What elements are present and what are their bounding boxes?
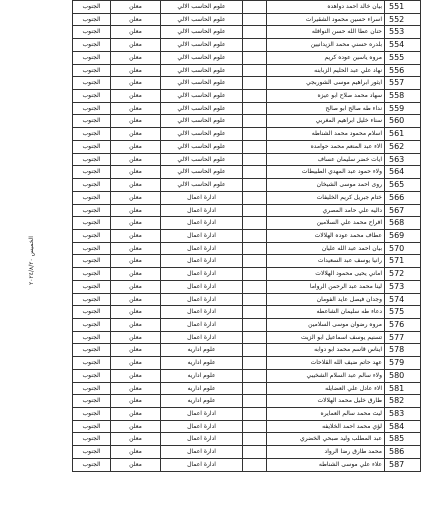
status-cell: معلن — [111, 370, 161, 383]
table-row — [73, 281, 421, 294]
number-cell: 587 — [385, 459, 421, 472]
major-cell: ادارة اعمال — [161, 446, 243, 459]
blank-cell — [243, 294, 267, 307]
number-cell: 574 — [385, 294, 421, 307]
number-cell: 585 — [385, 433, 421, 446]
status-cell: معلن — [111, 433, 161, 446]
number-cell: 580 — [385, 370, 421, 383]
name-cell: علاء علي موسى الشناطه — [267, 459, 385, 472]
major-cell: علوم الحاسب الالي — [161, 115, 243, 128]
name-cell: بيان احمد عبد الله عليان — [267, 243, 385, 256]
name-cell: سهاد محمد صلاح ابو عيزه — [267, 90, 385, 103]
name-cell: دعاء طه سليمان الشاعطه — [267, 306, 385, 319]
region-cell: الجنوب — [73, 383, 111, 396]
name-cell: مروه ياسين عوده كريم — [267, 52, 385, 65]
table-row — [73, 205, 421, 218]
status-cell: معلن — [111, 230, 161, 243]
major-cell: علوم الحاسب الالي — [161, 179, 243, 192]
name-cell: بلدره حسني محمد الزيدانيين — [267, 39, 385, 52]
region-cell: الجنوب — [73, 192, 111, 205]
name-cell: عبد المطلب وليد صبحي الخضري — [267, 433, 385, 446]
blank-cell — [243, 230, 267, 243]
name-cell: روى احمد موسى الشيخان — [267, 179, 385, 192]
region-cell: الجنوب — [73, 255, 111, 268]
major-cell: علوم الحاسب الالي — [161, 128, 243, 141]
name-cell: نهاد علي عبد الحليم الزبابنه — [267, 65, 385, 78]
region-cell: الجنوب — [73, 243, 111, 256]
number-cell: 564 — [385, 166, 421, 179]
region-cell: الجنوب — [73, 115, 111, 128]
table-row — [73, 319, 421, 332]
name-cell: محمد طارق رضا الرواد — [267, 446, 385, 459]
number-cell: 571 — [385, 255, 421, 268]
status-cell: معلن — [111, 128, 161, 141]
side-date-text: الخميس ٢٠٢٤/٨/٢٠ — [27, 235, 35, 285]
blank-cell — [243, 77, 267, 90]
name-cell: وجدان فيصل عايد الفومان — [267, 294, 385, 307]
status-cell: معلن — [111, 103, 161, 116]
region-cell: الجنوب — [73, 205, 111, 218]
table-row — [73, 383, 421, 396]
number-cell: 554 — [385, 39, 421, 52]
name-cell: حنان عطا الله حسن النوافله — [267, 26, 385, 39]
blank-cell — [243, 39, 267, 52]
table-row — [73, 421, 421, 434]
major-cell: علوم الحاسب الالي — [161, 103, 243, 116]
table-row — [73, 1, 421, 14]
blank-cell — [243, 421, 267, 434]
table-row — [73, 14, 421, 27]
name-cell: سناء خليل ابراهيم المغربي — [267, 115, 385, 128]
blank-cell — [243, 179, 267, 192]
number-cell: 557 — [385, 77, 421, 90]
table-row — [73, 446, 421, 459]
table-row — [73, 268, 421, 281]
major-cell: علوم الحاسب الالي — [161, 65, 243, 78]
number-cell: 567 — [385, 205, 421, 218]
region-cell: الجنوب — [73, 230, 111, 243]
table-row — [73, 217, 421, 230]
major-cell: علوم اداريه — [161, 383, 243, 396]
major-cell: علوم الحاسب الالي — [161, 52, 243, 65]
region-cell: الجنوب — [73, 39, 111, 52]
name-cell: اسلام محمود محمد الشناطه — [267, 128, 385, 141]
region-cell: الجنوب — [73, 370, 111, 383]
name-cell: اماني يحيى محمود الهلالات — [267, 268, 385, 281]
name-cell: ايثور ابراهيم موسى الشوربجي — [267, 77, 385, 90]
side-date-stamp — [24, 150, 38, 370]
status-cell: معلن — [111, 357, 161, 370]
major-cell: علوم الحاسب الالي — [161, 90, 243, 103]
blank-cell — [243, 90, 267, 103]
status-cell: معلن — [111, 26, 161, 39]
status-cell: معلن — [111, 395, 161, 408]
region-cell: الجنوب — [73, 357, 111, 370]
major-cell: علوم الحاسب الالي — [161, 26, 243, 39]
region-cell: الجنوب — [73, 421, 111, 434]
region-cell: الجنوب — [73, 128, 111, 141]
name-cell: عطاف محمد عوده الهلالات — [267, 230, 385, 243]
status-cell: معلن — [111, 205, 161, 218]
blank-cell — [243, 446, 267, 459]
major-cell: ادارة اعمال — [161, 408, 243, 421]
status-cell: معلن — [111, 39, 161, 52]
number-cell: 565 — [385, 179, 421, 192]
blank-cell — [243, 52, 267, 65]
number-cell: 576 — [385, 319, 421, 332]
blank-cell — [243, 154, 267, 167]
major-cell: ادارة اعمال — [161, 306, 243, 319]
table-row — [73, 294, 421, 307]
major-cell: علوم اداريه — [161, 395, 243, 408]
major-cell: ادارة اعمال — [161, 192, 243, 205]
major-cell: ادارة اعمال — [161, 205, 243, 218]
status-cell: معلن — [111, 166, 161, 179]
name-cell: ايات خضر سليمان عساف — [267, 154, 385, 167]
region-cell: الجنوب — [73, 408, 111, 421]
status-cell: معلن — [111, 141, 161, 154]
table-row — [73, 370, 421, 383]
region-cell: الجنوب — [73, 77, 111, 90]
region-cell: الجنوب — [73, 179, 111, 192]
region-cell: الجنوب — [73, 281, 111, 294]
number-cell: 560 — [385, 115, 421, 128]
blank-cell — [243, 319, 267, 332]
region-cell: الجنوب — [73, 1, 111, 14]
blank-cell — [243, 141, 267, 154]
number-cell: 582 — [385, 395, 421, 408]
number-cell: 562 — [385, 141, 421, 154]
status-cell: معلن — [111, 1, 161, 14]
major-cell: علوم اداريه — [161, 370, 243, 383]
blank-cell — [243, 332, 267, 345]
table-row — [73, 433, 421, 446]
region-cell: الجنوب — [73, 90, 111, 103]
number-cell: 556 — [385, 65, 421, 78]
major-cell: علوم الحاسب الالي — [161, 39, 243, 52]
blank-cell — [243, 243, 267, 256]
major-cell: علوم الحاسب الالي — [161, 141, 243, 154]
major-cell: ادارة اعمال — [161, 268, 243, 281]
table-row — [73, 230, 421, 243]
table-row — [73, 166, 421, 179]
status-cell: معلن — [111, 52, 161, 65]
region-cell: الجنوب — [73, 14, 111, 27]
status-cell: معلن — [111, 306, 161, 319]
name-cell: اسراء حسين محمود الشقيرات — [267, 14, 385, 27]
major-cell: ادارة اعمال — [161, 217, 243, 230]
number-cell: 553 — [385, 26, 421, 39]
table-row — [73, 344, 421, 357]
table-row — [73, 39, 421, 52]
name-cell: بيان خالد احمد دواهده — [267, 1, 385, 14]
blank-cell — [243, 217, 267, 230]
name-cell: ايناس قاسم محمد ابو دوابه — [267, 344, 385, 357]
major-cell: ادارة اعمال — [161, 230, 243, 243]
table-row — [73, 243, 421, 256]
name-cell: افراح محمد علي السلامين — [267, 217, 385, 230]
major-cell: علوم الحاسب الالي — [161, 154, 243, 167]
status-cell: معلن — [111, 268, 161, 281]
table-row — [73, 26, 421, 39]
region-cell: الجنوب — [73, 319, 111, 332]
major-cell: ادارة اعمال — [161, 459, 243, 472]
status-cell: معلن — [111, 179, 161, 192]
number-cell: 584 — [385, 421, 421, 434]
table-row — [73, 179, 421, 192]
status-cell: معلن — [111, 383, 161, 396]
status-cell: معلن — [111, 14, 161, 27]
region-cell: الجنوب — [73, 306, 111, 319]
number-cell: 579 — [385, 357, 421, 370]
number-cell: 555 — [385, 52, 421, 65]
region-cell: الجنوب — [73, 166, 111, 179]
blank-cell — [243, 281, 267, 294]
major-cell: علوم الحاسب الالي — [161, 1, 243, 14]
status-cell: معلن — [111, 90, 161, 103]
major-cell: علوم الحاسب الالي — [161, 166, 243, 179]
blank-cell — [243, 268, 267, 281]
status-cell: معلن — [111, 77, 161, 90]
table-row — [73, 408, 421, 421]
blank-cell — [243, 408, 267, 421]
blank-cell — [243, 255, 267, 268]
table-row — [73, 192, 421, 205]
status-cell: معلن — [111, 294, 161, 307]
number-cell: 583 — [385, 408, 421, 421]
major-cell: ادارة اعمال — [161, 281, 243, 294]
name-cell: ولاء سالم عبد السلام الشخيبي — [267, 370, 385, 383]
name-cell: طارق خليل محمد الهلالات — [267, 395, 385, 408]
blank-cell — [243, 433, 267, 446]
region-cell: الجنوب — [73, 26, 111, 39]
table-row — [73, 52, 421, 65]
blank-cell — [243, 370, 267, 383]
number-cell: 566 — [385, 192, 421, 205]
number-cell: 572 — [385, 268, 421, 281]
table-row — [73, 357, 421, 370]
table-row — [73, 255, 421, 268]
major-cell: ادارة اعمال — [161, 319, 243, 332]
major-cell: ادارة اعمال — [161, 255, 243, 268]
table-row — [73, 128, 421, 141]
status-cell: معلن — [111, 154, 161, 167]
blank-cell — [243, 115, 267, 128]
name-cell: داليه علي حامد المصري — [267, 205, 385, 218]
number-cell: 586 — [385, 446, 421, 459]
name-cell: مروه رضوان موسى السلامين — [267, 319, 385, 332]
number-cell: 575 — [385, 306, 421, 319]
name-cell: لينا محمد عبد الرحمن الرواما — [267, 281, 385, 294]
blank-cell — [243, 128, 267, 141]
name-cell: ختام جبريل كريم الخليفات — [267, 192, 385, 205]
major-cell: علوم اداريه — [161, 357, 243, 370]
major-cell: ادارة اعمال — [161, 243, 243, 256]
name-cell: الاء عبد المنعم محمد حوامده — [267, 141, 385, 154]
table-row — [73, 115, 421, 128]
status-cell: معلن — [111, 446, 161, 459]
number-cell: 568 — [385, 217, 421, 230]
major-cell: علوم اداريه — [161, 344, 243, 357]
region-cell: الجنوب — [73, 154, 111, 167]
number-cell: 577 — [385, 332, 421, 345]
name-cell: رانيا يوسف عبد السعيدات — [267, 255, 385, 268]
blank-cell — [243, 459, 267, 472]
blank-cell — [243, 166, 267, 179]
status-cell: معلن — [111, 332, 161, 345]
number-cell: 578 — [385, 344, 421, 357]
name-cell: تسنيم يوسف اسماعيل ابو الزيت — [267, 332, 385, 345]
candidates-table — [72, 0, 421, 472]
region-cell: الجنوب — [73, 433, 111, 446]
region-cell: الجنوب — [73, 332, 111, 345]
region-cell: الجنوب — [73, 294, 111, 307]
blank-cell — [243, 65, 267, 78]
name-cell: ولاء حمود عبد المهدي الطبيطات — [267, 166, 385, 179]
status-cell: معلن — [111, 319, 161, 332]
status-cell: معلن — [111, 344, 161, 357]
status-cell: معلن — [111, 217, 161, 230]
major-cell: علوم الحاسب الالي — [161, 77, 243, 90]
blank-cell — [243, 383, 267, 396]
name-cell: الاء عادل علي العضايله — [267, 383, 385, 396]
major-cell: علوم الحاسب الالي — [161, 14, 243, 27]
blank-cell — [243, 306, 267, 319]
region-cell: الجنوب — [73, 217, 111, 230]
blank-cell — [243, 103, 267, 116]
blank-cell — [243, 14, 267, 27]
region-cell: الجنوب — [73, 52, 111, 65]
number-cell: 563 — [385, 154, 421, 167]
name-cell: لؤي محمد احمد الخلايفه — [267, 421, 385, 434]
table-row — [73, 459, 421, 472]
blank-cell — [243, 1, 267, 14]
table-row — [73, 154, 421, 167]
major-cell: ادارة اعمال — [161, 421, 243, 434]
blank-cell — [243, 192, 267, 205]
number-cell: 552 — [385, 14, 421, 27]
blank-cell — [243, 395, 267, 408]
region-cell: الجنوب — [73, 65, 111, 78]
major-cell: ادارة اعمال — [161, 332, 243, 345]
table-row — [73, 65, 421, 78]
table-row — [73, 77, 421, 90]
table-row — [73, 103, 421, 116]
name-cell: نداء طه صالح ابو صالح — [267, 103, 385, 116]
status-cell: معلن — [111, 255, 161, 268]
region-cell: الجنوب — [73, 103, 111, 116]
table-row — [73, 141, 421, 154]
number-cell: 551 — [385, 1, 421, 14]
status-cell: معلن — [111, 115, 161, 128]
number-cell: 570 — [385, 243, 421, 256]
blank-cell — [243, 205, 267, 218]
status-cell: معلن — [111, 65, 161, 78]
blank-cell — [243, 357, 267, 370]
region-cell: الجنوب — [73, 395, 111, 408]
number-cell: 569 — [385, 230, 421, 243]
table-row — [73, 306, 421, 319]
number-cell: 573 — [385, 281, 421, 294]
status-cell: معلن — [111, 408, 161, 421]
name-cell: ليث محمد سالم العمايره — [267, 408, 385, 421]
number-cell: 581 — [385, 383, 421, 396]
region-cell: الجنوب — [73, 268, 111, 281]
table-row — [73, 395, 421, 408]
status-cell: معلن — [111, 243, 161, 256]
region-cell: الجنوب — [73, 459, 111, 472]
table-row — [73, 332, 421, 345]
number-cell: 561 — [385, 128, 421, 141]
major-cell: ادارة اعمال — [161, 433, 243, 446]
status-cell: معلن — [111, 281, 161, 294]
major-cell: ادارة اعمال — [161, 294, 243, 307]
status-cell: معلن — [111, 421, 161, 434]
blank-cell — [243, 26, 267, 39]
status-cell: معلن — [111, 459, 161, 472]
region-cell: الجنوب — [73, 141, 111, 154]
number-cell: 559 — [385, 103, 421, 116]
region-cell: الجنوب — [73, 344, 111, 357]
number-cell: 558 — [385, 90, 421, 103]
table-row — [73, 90, 421, 103]
name-cell: عهد حاتم ضيف الله القلاحات — [267, 357, 385, 370]
status-cell: معلن — [111, 192, 161, 205]
blank-cell — [243, 344, 267, 357]
region-cell: الجنوب — [73, 446, 111, 459]
